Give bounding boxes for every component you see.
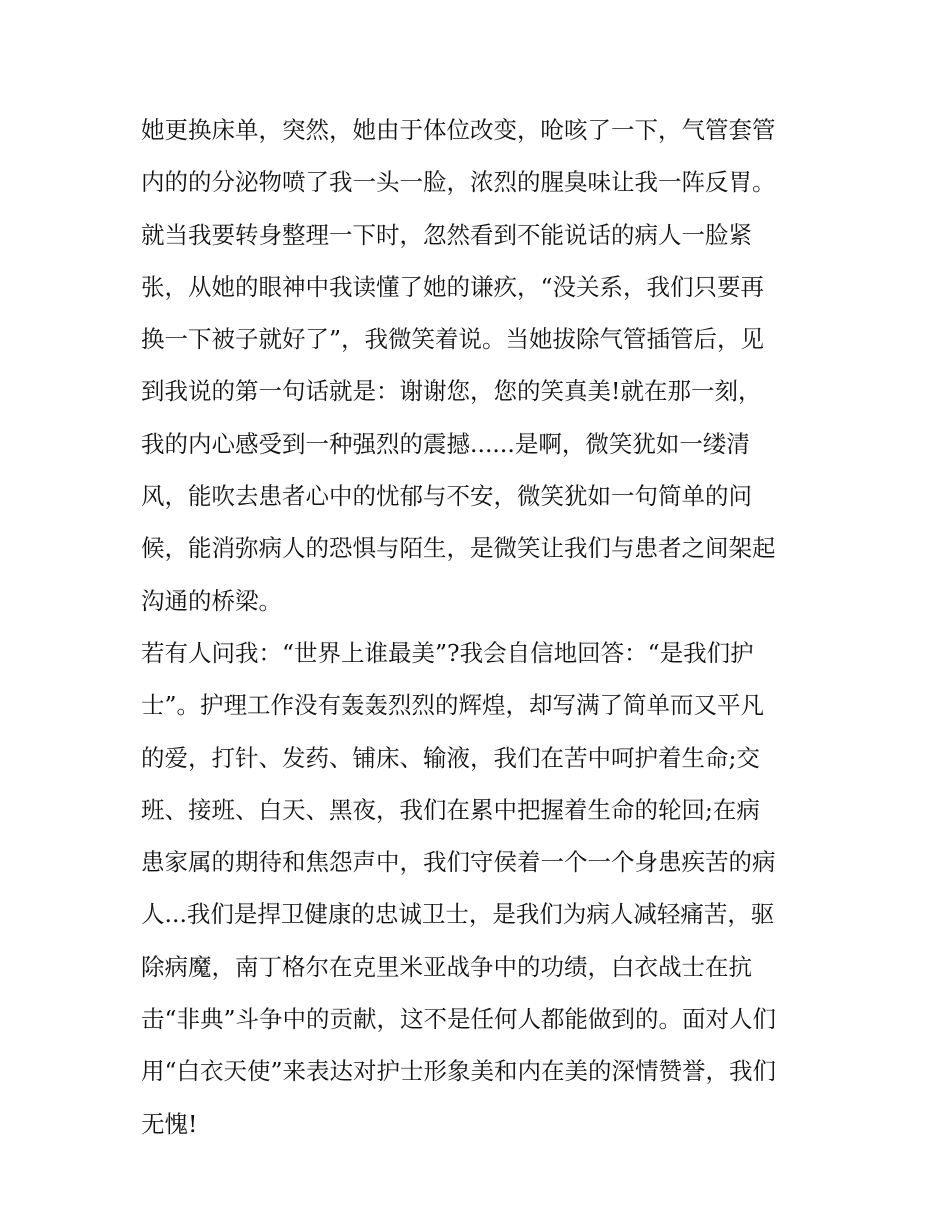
text-line: 人...我们是捍卫健康的忠诚卫士，是我们为病人减轻痛苦，驱 <box>141 900 775 929</box>
text-line: 内的的分泌物喷了我一头一脸，浓烈的腥臭味让我一阵反胃。 <box>141 168 776 197</box>
text-line: 用“白衣天使”来表达对护士形象美和内在美的深情赞誉，我们 <box>141 1057 777 1086</box>
text-line: 沟通的桥梁。 <box>141 586 282 615</box>
text-line: 候，能消弥病人的恐惧与陌生，是微笑让我们与患者之间架起 <box>141 534 776 563</box>
text-line: 的爱，打针、发药、铺床、输液，我们在苦中呵护着生命;交 <box>141 743 760 772</box>
text-line: 若有人问我：“世界上谁最美”?我会自信地回答：“是我们护 <box>141 638 754 667</box>
text-line: 到我说的第一句话就是：谢谢您，您的笑真美!就在那一刻， <box>141 377 762 406</box>
text-line: 张，从她的眼神中我读懂了她的谦疚，“没关系，我们只要再 <box>141 272 765 301</box>
text-line: 班、接班、白天、黑夜，我们在累中把握着生命的轮回;在病 <box>141 795 760 824</box>
text-line: 我的内心感受到一种强烈的震撼......是啊，微笑犹如一缕清 <box>141 429 750 458</box>
text-line: 除病魔，南丁格尔在克里米亚战争中的功绩，白衣战士在抗 <box>141 952 752 981</box>
text-line: 就当我要转身整理一下时，忽然看到不能说话的病人一脸紧 <box>141 220 752 249</box>
text-line: 士”。护理工作没有轰轰烈烈的辉煌，却写满了简单而又平凡 <box>141 691 765 720</box>
text-line: 无愧! <box>141 1109 198 1138</box>
text-line: 她更换床单，突然，她由于体位改变，呛咳了一下，气管套管 <box>141 116 776 144</box>
text-line: 风，能吹去患者心中的忧郁与不安，微笑犹如一句简单的问 <box>141 482 752 511</box>
text-line: 患家属的期待和焦怨声中，我们守侯着一个一个身患疾苦的病 <box>141 848 776 877</box>
text-line: 换一下被子就好了”，我微笑着说。当她拔除气管插管后，见 <box>141 325 765 354</box>
text-line: 击“非典”斗争中的贡献，这不是任何人都能做到的。面对人们 <box>141 1005 777 1034</box>
body-text <box>141 104 821 1150</box>
